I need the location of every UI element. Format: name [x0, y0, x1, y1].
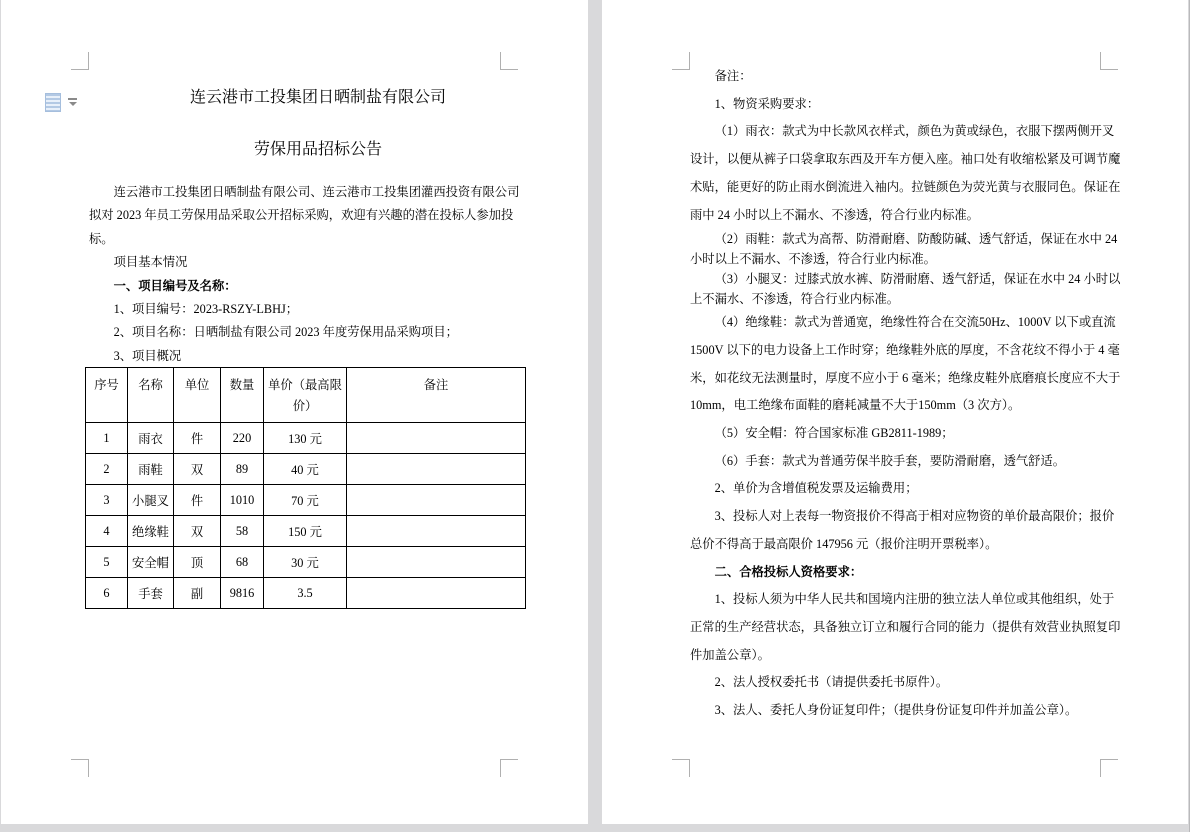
text-line: （4）绝缘鞋：款式为普通宽，绝缘性符合在交流50Hz、1000V 以下或直流	[714, 315, 1116, 330]
text-line: （1）雨衣：款式为中长款风衣样式，颜色为黄或绿色，衣服下摆两侧开叉	[714, 124, 1115, 139]
text-line: 正常的生产经营状态，具备独立订立和履行合同的能力（提供有效营业执照复印	[690, 619, 1121, 634]
text-line: 3、项目概况	[113, 348, 182, 363]
table-cell: 小腿叉	[128, 485, 174, 516]
table-cell: 双	[174, 516, 221, 547]
text-line: 10mm，电工绝缘布面鞋的磨耗减量不大于150mm（3 次方）。	[690, 398, 1021, 413]
table-cell: 130 元	[264, 423, 347, 454]
table-cell: 3	[86, 485, 128, 516]
text-line: 拟对 2023 年员工劳保用品采取公开招标采购，欢迎有兴趣的潜在投标人参加投	[89, 208, 514, 223]
text-line: 小时以上不漏水、不渗透，符合行业内标准。	[690, 252, 936, 267]
text-line: 3、法人、委托人身份证复印件；（提供身份证复印件并加盖公章）。	[714, 703, 1078, 718]
table-cell: 2	[86, 454, 128, 485]
table-cell: 150 元	[264, 516, 347, 547]
crop-mark-bottom-left	[672, 759, 690, 777]
text-line: （5）安全帽：符合国家标准 GB2811-1989；	[714, 426, 954, 441]
table-cell: 40 元	[264, 454, 347, 485]
crop-mark-bottom-right	[500, 759, 518, 777]
page-2-text	[690, 63, 1121, 725]
table-cell	[347, 423, 526, 454]
table-cell: 4	[86, 516, 128, 547]
table-cell: 绝缘鞋	[128, 516, 174, 547]
text-line: 2、单价为含增值税发票及运输费用；	[714, 481, 918, 496]
text-line: 1、投标人须为中华人民共和国境内注册的独立法人单位或其他组织，处于	[714, 592, 1115, 607]
table-cell: 件	[174, 423, 221, 454]
crop-mark-top-left	[672, 52, 690, 70]
table-cell: 89	[221, 454, 264, 485]
text-line: 总价不得高于最高限价 147956 元（报价注明开票税率）。	[690, 536, 998, 551]
table-row	[86, 423, 526, 454]
text-line: 二、合格投标人资格要求：	[714, 564, 863, 579]
text-line: 术贴，能更好的防止雨水倒流进入袖内。拉链颜色为荧光黄与衣服同色。保证在	[690, 179, 1121, 194]
table-cell	[347, 485, 526, 516]
text-line: （2）雨鞋：款式为高帮、防滑耐磨、防酸防碱、透气舒适，保证在水中 24	[714, 232, 1118, 247]
table-cell: 5	[86, 547, 128, 578]
crop-mark-top-left	[71, 52, 89, 70]
crop-mark-top-right	[500, 52, 518, 70]
table-cell: 双	[174, 454, 221, 485]
table-cell: 手套	[128, 578, 174, 609]
text-line: 设计，以便从裤子口袋拿取东西及开车方便入座。袖口处有收缩松紧及可调节魔	[690, 152, 1121, 167]
document-icon	[45, 93, 61, 112]
paste-options-button[interactable]	[45, 92, 77, 112]
table-cell: 30 元	[264, 547, 347, 578]
text-line: 件加盖公章）。	[690, 647, 770, 662]
crop-mark-bottom-left	[71, 759, 89, 777]
table-cell: 6	[86, 578, 128, 609]
text-line: 备注：	[714, 69, 752, 83]
text-line: 2、法人授权委托书（请提供委托书原件）。	[714, 675, 949, 690]
table-header-cell: 序号	[86, 368, 128, 423]
table-cell: 安全帽	[128, 547, 174, 578]
table-header-row	[86, 368, 526, 423]
table-cell: 件	[174, 485, 221, 516]
text-line: 项目基本情况	[113, 255, 188, 270]
crop-mark-top-right	[1100, 52, 1118, 70]
dropdown-arrow-icon[interactable]	[68, 98, 77, 106]
table-cell	[347, 578, 526, 609]
table-row	[86, 454, 526, 485]
text-line: 一、项目编号及名称：	[113, 278, 237, 293]
document-title: 连云港市工投集团日晒制盐有限公司	[189, 89, 446, 106]
table-row	[86, 516, 526, 547]
table-cell: 顶	[174, 547, 221, 578]
text-line: 米，如花纹无法测量时，厚度不应小于 6 毫米；绝缘皮鞋外底磨痕长度应不大于	[690, 370, 1121, 385]
table-row	[86, 485, 526, 516]
table-header-cell: 名称	[128, 368, 174, 423]
table-cell	[347, 454, 526, 485]
text-line: 1、项目编号：2023-RSZY-LBHJ；	[113, 302, 299, 317]
table-cell	[347, 516, 526, 547]
table-header-cell: 单位	[174, 368, 221, 423]
text-line: 3、投标人对上表每一物资报价不得高于相对应物资的单价最高限价；报价	[714, 509, 1115, 524]
text-line: 标。	[89, 231, 114, 246]
table-cell: 1010	[221, 485, 264, 516]
text-line: 1500V 以下的电力设备上工作时穿；绝缘鞋外底的厚度，不含花纹不得小于 4 毫	[690, 342, 1120, 357]
text-line: （3）小腿叉：过膝式放水裤、防滑耐磨、透气舒适，保证在水中 24 小时以	[714, 272, 1121, 287]
table-row	[86, 547, 526, 578]
table-cell: 副	[174, 578, 221, 609]
crop-mark-bottom-right	[1100, 759, 1118, 777]
table-cell: 58	[221, 516, 264, 547]
text-line: 2、项目名称：日晒制盐有限公司 2023 年度劳保用品采购项目；	[113, 325, 458, 340]
page-1[interactable]	[1, 0, 588, 824]
page-1-paragraphs	[89, 181, 520, 368]
text-line: 连云港市工投集团日晒制盐有限公司、连云港市工投集团灌西投资有限公司	[113, 185, 520, 199]
text-line: （6）手套：款式为普通劳保半胶手套，要防滑耐磨，透气舒适。	[714, 453, 1066, 468]
table-cell: 9816	[221, 578, 264, 609]
table-cell	[347, 547, 526, 578]
table-cell: 雨衣	[128, 423, 174, 454]
page-2[interactable]	[602, 0, 1188, 824]
table-cell: 68	[221, 547, 264, 578]
table-row	[86, 578, 526, 609]
page-1-text	[89, 70, 520, 368]
table-cell: 3.5	[264, 578, 347, 609]
document-subtitle: 劳保用品招标公告	[253, 141, 382, 158]
table-header-cell: 备注	[347, 368, 526, 423]
items-table	[85, 367, 526, 609]
table-cell: 1	[86, 423, 128, 454]
table-header-cell: 数量	[221, 368, 264, 423]
text-line: 雨中 24 小时以上不漏水、不渗透，符合行业内标准。	[690, 207, 979, 222]
table-cell: 70 元	[264, 485, 347, 516]
text-line: 上不漏水、不渗透，符合行业内标准。	[690, 292, 900, 307]
table-cell: 220	[221, 423, 264, 454]
table-header-cell: 单价（最高限价）	[264, 368, 347, 423]
table-cell: 雨鞋	[128, 454, 174, 485]
text-line: 1、物资采购要求：	[714, 96, 820, 111]
